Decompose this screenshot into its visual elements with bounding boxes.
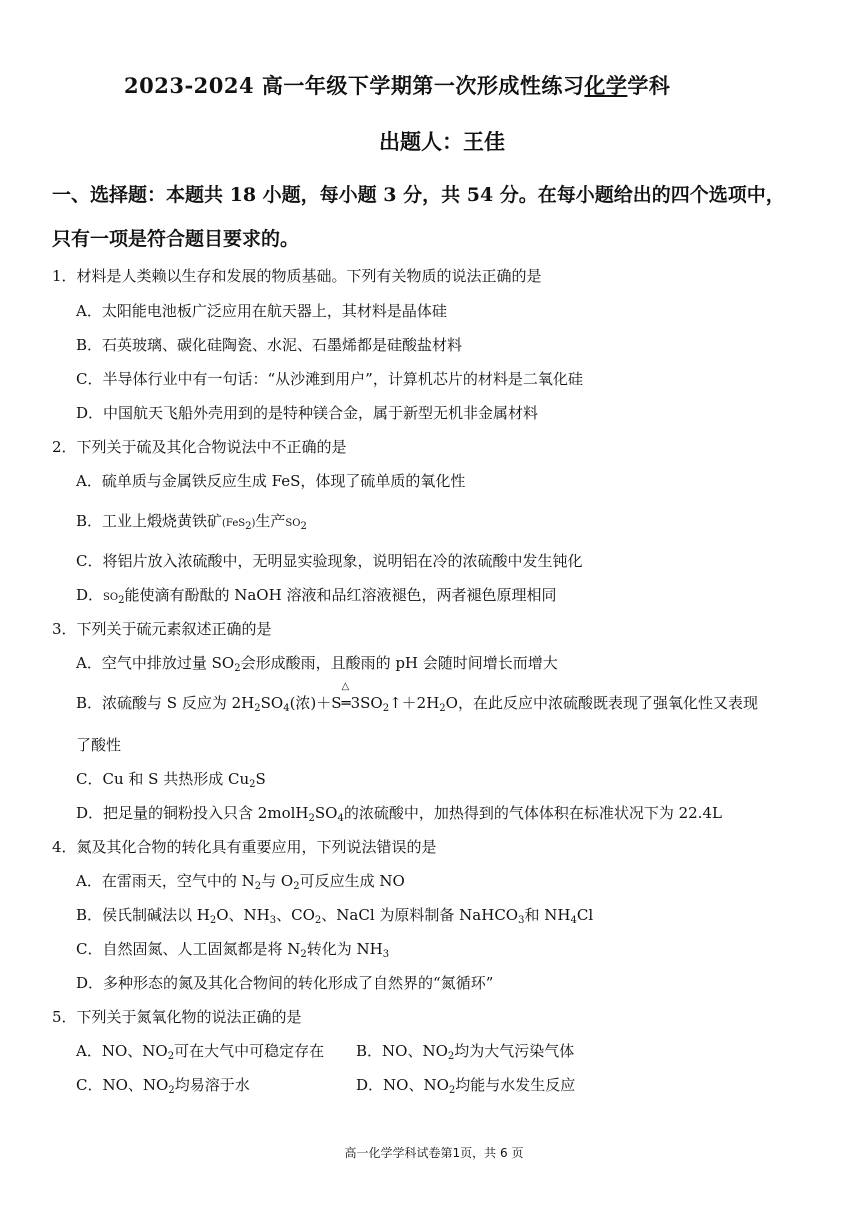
section-heading-line2: 只有一项是符合题目要求的。 [52, 228, 300, 250]
question-1-option-b: B．石英玻璃、碳化硅陶瓷、水泥、石墨烯都是硅酸盐材料 [76, 336, 463, 354]
question-1-option-d: D．中国航天飞船外壳用到的是特种镁合金，属于新型无机非金属材料 [76, 404, 539, 422]
question-5-option-d: D．NO、$NO_2$均能与水发生反应 [356, 1076, 576, 1096]
question-2-option-b: B．工业上煅烧黄铁矿(FeS$_2$)生产$SO_2$ [76, 512, 307, 532]
section-heading-line1: 一、选择题：本题共 18 小题，每小题 3 分，共 54 分。在每小题给出的四个选项中， [52, 184, 785, 206]
page-title [124, 70, 670, 100]
page-footer: 高一化学学科试卷第1页，共 6 页 [344, 1146, 524, 1160]
question-3-option-a: A．空气中排放过量 $SO_2$会形成酸雨，且酸雨的 pH 会随时间增长而增大 [76, 654, 558, 674]
question-1-option-a: A．太阳能电池板广泛应用在航天器上，其材料是晶体硅 [76, 302, 447, 320]
question-1-stem: 1．材料是人类赖以生存和发展的物质基础。下列有关物质的说法正确的是 [52, 267, 542, 285]
question-3-option-b-line2: 了酸性 [76, 736, 122, 754]
question-3-stem: 3．下列关于硫元素叙述正确的是 [52, 620, 272, 638]
question-4-stem: 4．氮及其化合物的转化具有重要应用，下列说法错误的是 [52, 838, 437, 856]
title-suffix: 学科 [627, 73, 671, 98]
question-4-option-b: B．侯氏制碱法以 $H_2O$、$NH_3$、$CO_2$、NaCl 为原料制备 NaHCO$_3$和 $NH_4Cl$ [76, 906, 594, 926]
question-2-option-c: C．将铝片放入浓硫酸中，无明显实验现象，说明铝在冷的浓硫酸中发生钝化 [76, 552, 583, 570]
question-5-stem: 5．下列关于氮氧化物的说法正确的是 [52, 1008, 302, 1026]
question-5-option-a: A．NO、$NO_2$可在大气中可稳定存在 [76, 1042, 325, 1062]
question-3-option-b: B．浓硫酸与 S 反应为 $2H_2SO_4$(浓)＋S △ $═3SO_2↑+2H_2O$，在此反应中浓硫酸既表现了强氧化性又表现 [76, 681, 758, 714]
question-3-option-c: C．Cu 和 S 共热形成 $Cu_2S$ [76, 770, 266, 790]
heat-symbol: △ [341, 681, 350, 692]
question-4-option-d: D．多种形态的氮及其化合物间的转化形成了自然界的“氮循环” [76, 974, 494, 992]
question-4-option-a: A．在雷雨天，空气中的 $N_2$与 $O_2$可反应生成 NO [76, 872, 405, 892]
author-line: 出题人：王佳 [379, 129, 505, 154]
question-5-option-b: B．NO、$NO_2$均为大气污染气体 [356, 1042, 575, 1062]
title-prefix: 2023-2024 高一年级下学期第一次形成性练习 [124, 73, 585, 98]
question-4-option-c: C．自然固氮、人工固氮都是将 $N_2$转化为 $NH_3$ [76, 940, 390, 960]
question-1-option-c: C．半导体行业中有一句话：“从沙滩到用户”，计算机芯片的材料是二氧化硅 [76, 370, 583, 388]
question-2-option-d: D．$SO_2$能使滴有酚酞的 NaOH 溶液和品红溶液褪色，两者褪色原理相同 [76, 586, 557, 606]
question-5-option-c: C．NO、$NO_2$均易溶于水 [76, 1076, 250, 1096]
question-2-stem: 2．下列关于硫及其化合物说法中不正确的是 [52, 438, 347, 456]
question-2-option-a: A．硫单质与金属铁反应生成 FeS，体现了硫单质的氧化性 [76, 472, 466, 490]
question-3-option-d: D．把足量的铜粉投入只含 $2molH_2SO_4$的浓硫酸中，加热得到的气体体积在标准状况下为 22.4L [76, 804, 722, 824]
title-subject: 化学 [584, 73, 628, 98]
